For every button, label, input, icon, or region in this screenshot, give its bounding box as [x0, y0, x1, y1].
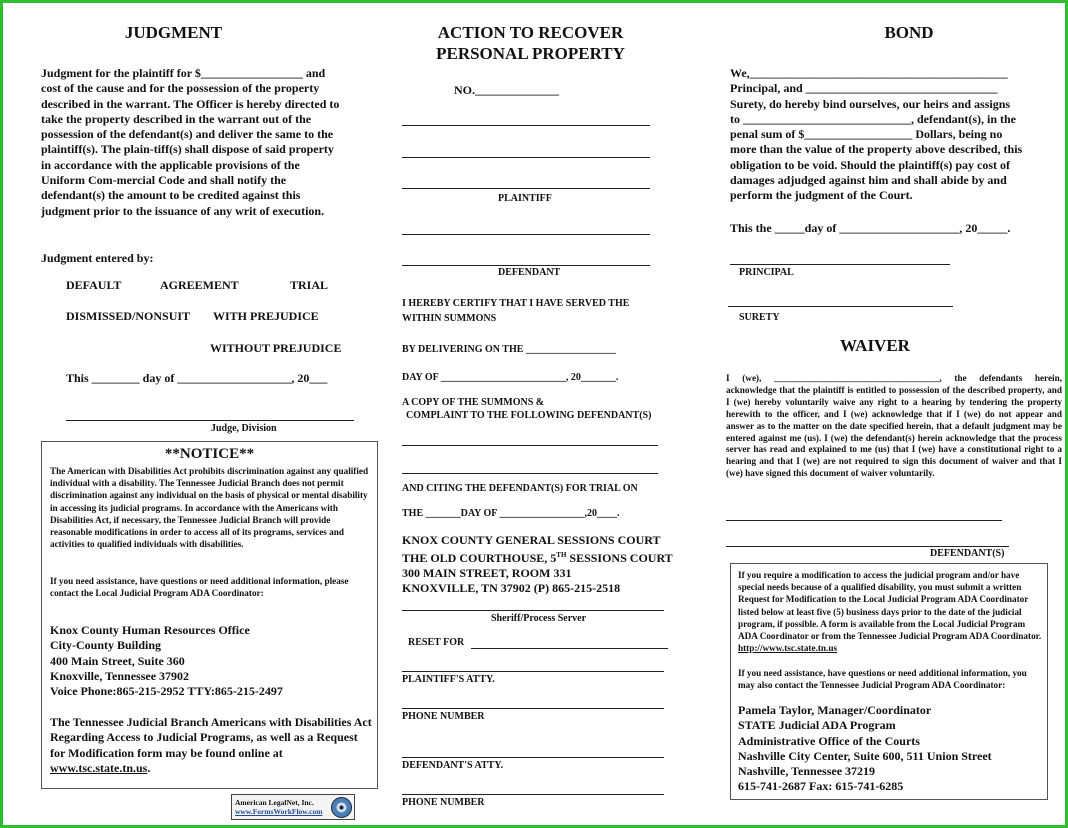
- ada-box: [730, 563, 1048, 800]
- plaintiff-atty-line[interactable]: [402, 671, 664, 672]
- ada-link[interactable]: http://www.tsc.state.tn.us: [738, 643, 838, 654]
- bond-line[interactable]: Principal, and ________________________________: [730, 81, 998, 96]
- ada-contact-line: Administrative Office of the Courts: [738, 733, 920, 748]
- defendant-atty-caption: DEFENDANT'S ATTY.: [402, 760, 504, 771]
- tsc-link[interactable]: www.tsc.state.tn.us: [50, 760, 148, 775]
- judgment-entered-by: Judgment entered by:: [41, 251, 154, 265]
- notice-para-2: If you need assistance, have questions or need additional information, please contact the Local Judicial Program ADA Coordinator:: [50, 576, 349, 599]
- judge-signature-line[interactable]: [66, 420, 354, 421]
- ada-contact-line: 615-741-2687 Fax: 615-741-6285: [738, 779, 904, 794]
- trial-date-line[interactable]: THE _______DAY OF _________________,20____.: [402, 508, 620, 519]
- option-with-prejudice[interactable]: WITH PREJUDICE: [213, 309, 319, 323]
- legalnet-logo[interactable]: [231, 794, 355, 820]
- action-heading-line-2: PERSONAL PROPERTY: [436, 44, 625, 63]
- phone-line-1[interactable]: [402, 708, 664, 709]
- option-without-prejudice[interactable]: WITHOUT PREJUDICE: [210, 341, 342, 355]
- citing-line: AND CITING THE DEFENDANT(S) FOR TRIAL ON: [402, 483, 638, 494]
- defendants-caption: DEFENDANT(S): [930, 548, 1005, 559]
- bond-line: Surety, do hereby bind ourselves, our heirs and assigns: [730, 96, 1011, 111]
- ada-contact-line: Pamela Taylor, Manager/Coordinator: [738, 703, 932, 717]
- waiver-signature-line-2[interactable]: [726, 546, 1009, 547]
- contact-line: Voice Phone:865-215-2952 TTY:865-215-2497: [50, 684, 283, 699]
- sheriff-signature-line[interactable]: [402, 610, 664, 611]
- court-name: KNOX COUNTY GENERAL SESSIONS COURT: [402, 533, 661, 547]
- option-trial[interactable]: TRIAL: [290, 278, 329, 292]
- judgment-body: Judgment for the plaintiff for $_________________ and cost of the cause and for the possession of the property described in the warrant. The Officer is hereby directed to take the property described in the warrant out of the possession of the defendant(s) and deliver the same to the plaintiff(s). The plain-tiff(s) shall dispose of said property in accordance with the applicable provisions of the Uniform Com-mercial Code and shall notify the defendant(s) the amount to be credited against this judgment prior to the issuance of any writ of execution.: [41, 66, 340, 218]
- notice-para-3-text: The Tennessee Judicial Branch Americans with Disabilities Act Regarding Access to Judicial Programs, as well as a Request for Modification form may be found online at: [50, 715, 372, 760]
- plaintiff-line-2[interactable]: [402, 157, 650, 158]
- certify-text: I HEREBY CERTIFY THAT I HAVE SERVED THE WITHIN SUMMONS: [402, 298, 630, 324]
- ada-contact-line: Nashville City Center, Suite 600, 511 Union Street: [738, 748, 992, 763]
- phone-caption-1: PHONE NUMBER: [402, 711, 485, 722]
- contact-line: City-County Building: [50, 638, 162, 653]
- served-defendant-line-1[interactable]: [402, 445, 658, 446]
- principal-caption: PRINCIPAL: [739, 267, 794, 278]
- reset-for-label: RESET FOR: [408, 637, 465, 648]
- notice-contact: [50, 623, 283, 699]
- sheriff-caption: Sheriff/Process Server: [491, 613, 587, 624]
- delivering-line[interactable]: BY DELIVERING ON THE __________________: [402, 344, 616, 355]
- bond-line[interactable]: to ____________________________, defendant(s), in the: [730, 111, 1017, 126]
- defendant-caption: DEFENDANT: [498, 267, 561, 278]
- court-building-text: THE OLD COURTHOUSE, 5: [402, 551, 557, 565]
- globe-icon: [330, 796, 353, 819]
- bond-body: [730, 66, 1022, 204]
- court-building: [402, 548, 673, 566]
- ada-para-1-text: If you require a modification to access the judicial program and/or have special needs because of a qualified disability, you must submit a written Request for Modification to the Local Judicial Program ADA Coordinator listed below at least five (5) business days prior to the date of the judicial program, if possible. A form is available from the Local Judicial Program ADA Coordinator or from the Tennessee Judicial Program ADA Coordinator.: [738, 570, 1042, 642]
- waiver-signature-line-1[interactable]: [726, 520, 1002, 521]
- bond-line: obligation to be void. Should the plaintiff(s) pay cost of: [730, 157, 1011, 172]
- option-dismissed-nonsuit[interactable]: DISMISSED/NONSUIT: [66, 309, 191, 323]
- principal-signature-line[interactable]: [730, 264, 950, 265]
- surety-caption: SURETY: [739, 312, 780, 323]
- logo-url: www.FormsWorkFlow.com: [235, 807, 323, 816]
- served-defendant-line-2[interactable]: [402, 473, 658, 474]
- notice-para-3: [50, 715, 372, 776]
- day-of-line[interactable]: DAY OF _________________________, 20_______.: [402, 372, 619, 383]
- ada-contact-line: Nashville, Tennessee 37219: [738, 764, 876, 779]
- court-city-phone: KNOXVILLE, TN 37902 (P) 865-215-2518: [402, 581, 621, 595]
- defendant-line-2[interactable]: [402, 265, 650, 266]
- judge-caption: Judge, Division: [211, 423, 277, 434]
- option-default[interactable]: DEFAULT: [66, 278, 122, 292]
- contact-line: Knoxville, Tennessee 37902: [50, 668, 190, 683]
- logo-text: [235, 798, 323, 816]
- logo-company: American LegalNet, Inc.: [235, 798, 314, 807]
- copy-line-2: COMPLAINT TO THE FOLLOWING DEFENDANT(S): [406, 410, 652, 421]
- court-building-sup: TH: [556, 551, 567, 559]
- phone-caption-2: PHONE NUMBER: [402, 797, 485, 808]
- bond-line: perform the judgment of the Court.: [730, 188, 913, 203]
- ada-contact-line: STATE Judicial ADA Program: [738, 718, 896, 733]
- bond-line: more than the value of the property above described, this: [730, 142, 1023, 157]
- judgment-heading: JUDGMENT: [124, 23, 223, 42]
- contact-line: Knox County Human Resources Office: [50, 623, 250, 637]
- notice-para-1: The American with Disabilities Act prohibits discrimination against any qualified individual with a disability. The Tennessee Judicial Branch does not permit discrimination against any individual on the basis of physical or mental disability in accessing its judicial programs. In accordance with the Americans with Disabilities Act, if necessary, the Tennessee Judicial Branch will provide reasonable modifications in order to access all of its programs, services and activities to qualified individuals with disabilities.: [50, 466, 369, 550]
- action-heading-line-1: ACTION TO RECOVER: [437, 23, 624, 42]
- notice-title: **NOTICE**: [164, 446, 255, 462]
- bond-date-line[interactable]: This the _____day of ____________________, 20_____.: [730, 221, 1011, 235]
- defendant-atty-line[interactable]: [402, 757, 664, 758]
- plaintiff-caption: PLAINTIFF: [498, 193, 552, 204]
- court-street: 300 MAIN STREET, ROOM 331: [402, 566, 572, 580]
- copy-line-1: A COPY OF THE SUMMONS &: [402, 397, 545, 408]
- plaintiff-line-1[interactable]: [402, 125, 650, 126]
- reset-for-line[interactable]: [471, 648, 668, 649]
- bond-heading: BOND: [884, 23, 934, 42]
- bond-line[interactable]: We,___________________________________________: [730, 66, 1008, 80]
- court-address: [402, 533, 673, 596]
- waiver-body: I (we), ____________________________________, the defendants herein, acknowledge that the plaintiff is entitled to possession of the described property, and I (we) hereby voluntarily waive any right to a hearing by tendering the property herewith to the officer, and I (we) acknowledge that if I (we) do not appear and answer as to the matter on the date specified herein, that a default judgment may be entered against me (us). I (we) the defendant(s) herein acknowledge that the process server has read and explained to me (us) that I (we) have a constitutional right to a hearing and that I (we) are not required to sign this document of waiver and that I (we) have signed this document of waiver voluntarily.: [726, 373, 1062, 479]
- notice-box: [41, 441, 378, 789]
- ada-contact: [738, 703, 992, 795]
- ada-para-2: If you need assistance, have questions or need additional information, you may also contact the Tennessee Judicial Program ADA Coordinator:: [738, 668, 1027, 691]
- defendant-line-1[interactable]: [402, 234, 650, 235]
- plaintiff-atty-caption: PLAINTIFF'S ATTY.: [402, 674, 495, 685]
- waiver-heading: WAIVER: [840, 336, 910, 355]
- bond-line[interactable]: penal sum of $__________________ Dollars, being no: [730, 127, 1003, 142]
- option-agreement[interactable]: AGREEMENT: [160, 278, 239, 292]
- bond-line: damages adjudged against him and shall abide by and: [730, 173, 1007, 188]
- ada-para-1: [738, 569, 1043, 654]
- surety-signature-line[interactable]: [728, 306, 953, 307]
- case-number-field[interactable]: NO.______________: [454, 83, 559, 97]
- judgment-date-line[interactable]: This ________ day of ___________________, 20___: [66, 371, 328, 385]
- court-building-end: SESSIONS COURT: [566, 551, 673, 565]
- phone-line-2[interactable]: [402, 794, 664, 795]
- notice-para-3-end: .: [147, 760, 151, 775]
- contact-line: 400 Main Street, Suite 360: [50, 653, 185, 668]
- plaintiff-line-3[interactable]: [402, 188, 650, 189]
